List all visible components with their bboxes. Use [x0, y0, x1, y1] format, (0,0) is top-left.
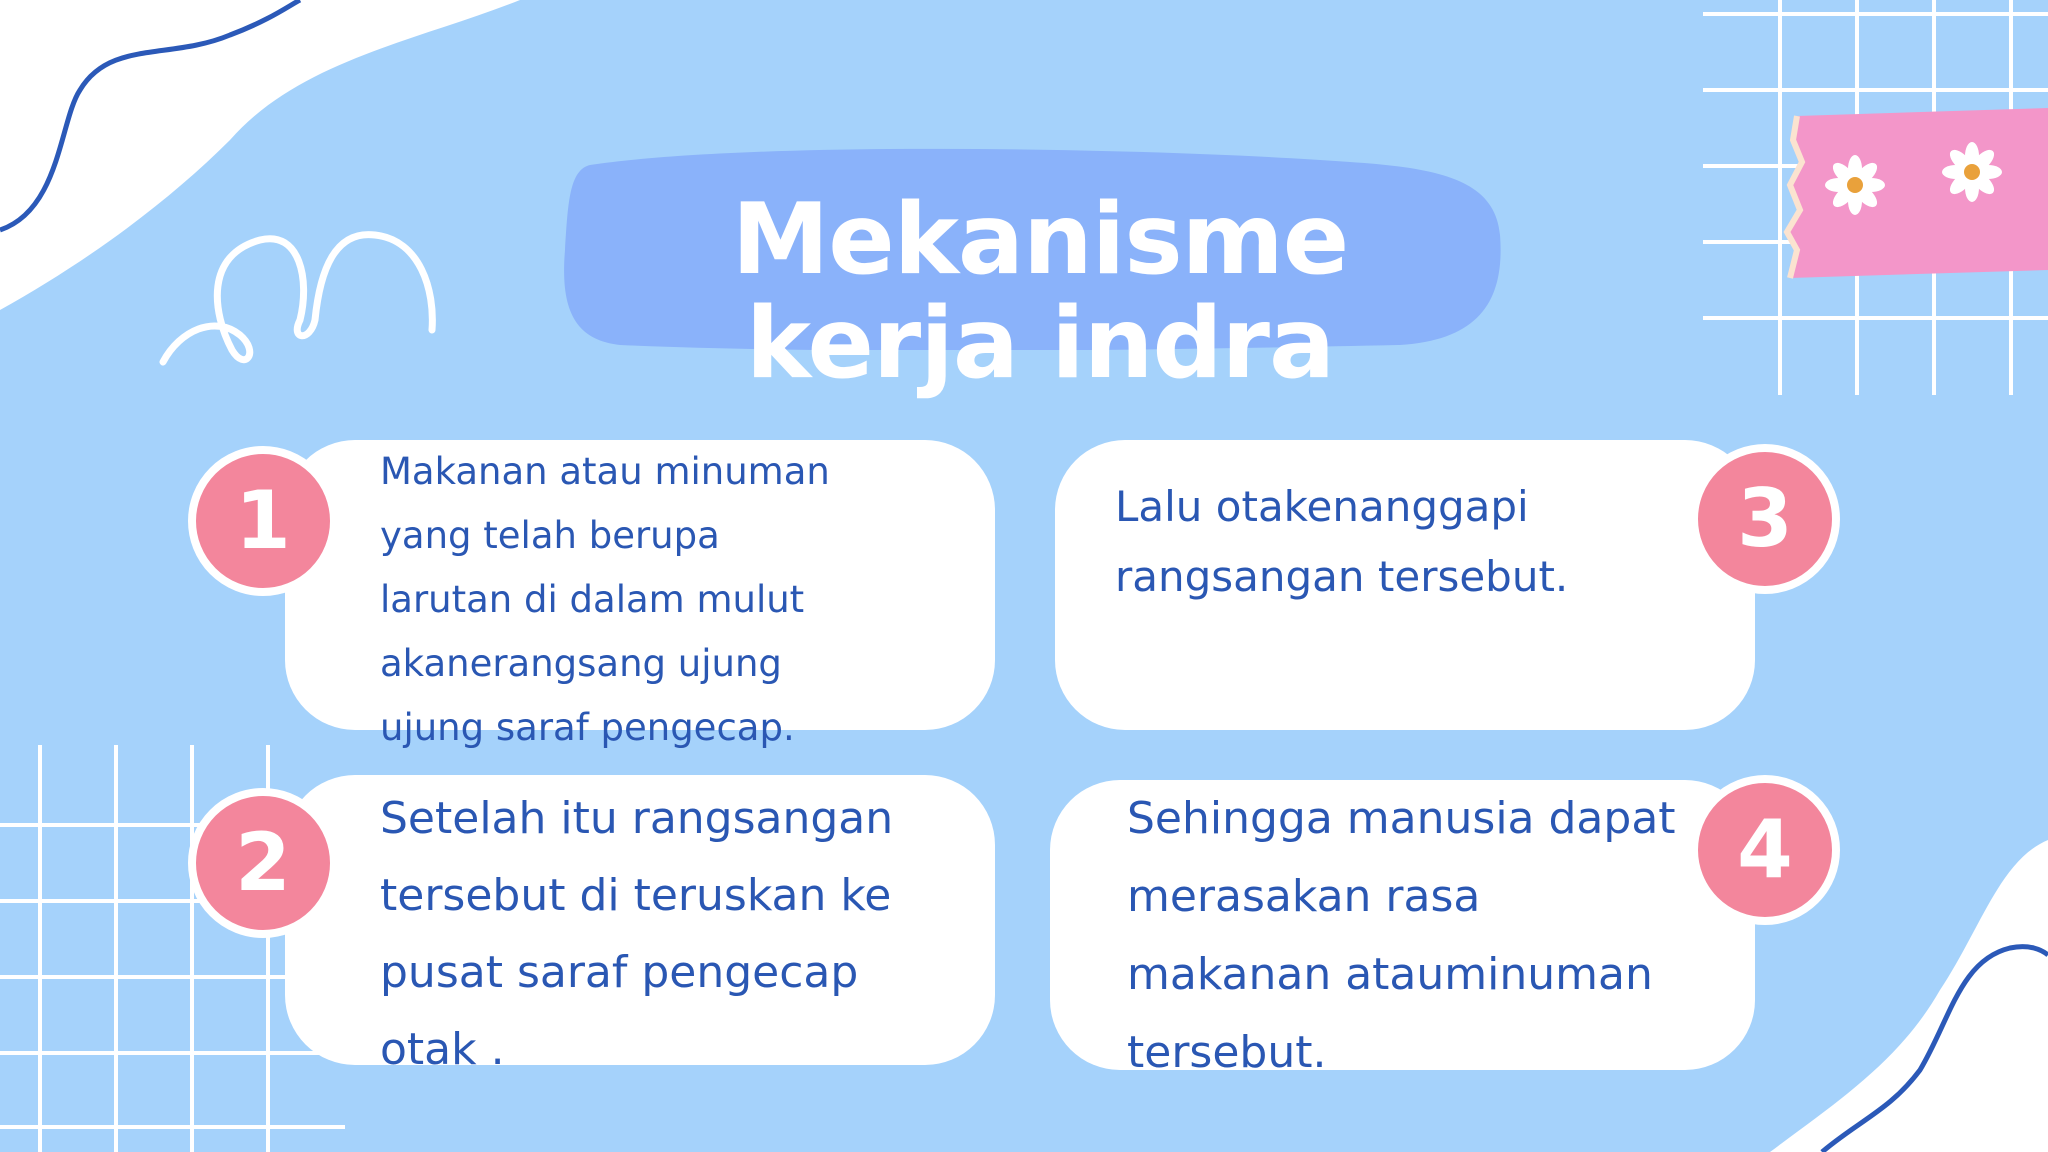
step-1-line: akanerangsang ujung — [380, 642, 782, 685]
step-number-badge-1: 1 — [188, 446, 338, 596]
step-4-line: Sehingga manusia dapat — [1127, 793, 1676, 844]
step-text-1 — [380, 440, 830, 760]
step-1-line: larutan di dalam mulut — [380, 578, 805, 621]
floral-ribbon-icon — [1787, 108, 2048, 278]
step-3-line: Lalu otakenanggapi — [1115, 482, 1529, 531]
step-2-line: tersebut di teruskan ke — [380, 870, 892, 921]
title-block — [560, 140, 1505, 410]
step-3-line: rangsangan tersebut. — [1115, 552, 1569, 601]
step-text-3 — [1115, 472, 1568, 612]
step-1-line: yang telah berupa — [380, 514, 720, 557]
step-2-line: pusat saraf pengecap — [380, 947, 859, 998]
step-text-2 — [380, 780, 893, 1088]
loop-doodle-icon — [163, 235, 432, 362]
step-4-line: tersebut. — [1127, 1027, 1327, 1078]
step-number-badge-4: 4 — [1690, 775, 1840, 925]
page-title — [640, 183, 1440, 401]
step-1-line: Makanan atau minuman — [380, 450, 830, 493]
step-number-badge-2: 2 — [188, 788, 338, 938]
step-1-line: ujung saraf pengecap. — [380, 706, 795, 749]
step-2-line: Setelah itu rangsangan — [380, 793, 894, 844]
step-4-line: makanan atauminuman — [1127, 949, 1653, 1000]
step-4-line: merasakan rasa — [1127, 871, 1481, 922]
step-number-badge-3: 3 — [1690, 444, 1840, 594]
step-2-line: otak . — [380, 1024, 505, 1075]
top-left-white-blob — [0, 0, 520, 310]
title-line-1: Mekanisme — [731, 183, 1349, 297]
title-line-2: kerja indra — [745, 287, 1335, 401]
step-text-4 — [1127, 780, 1676, 1092]
